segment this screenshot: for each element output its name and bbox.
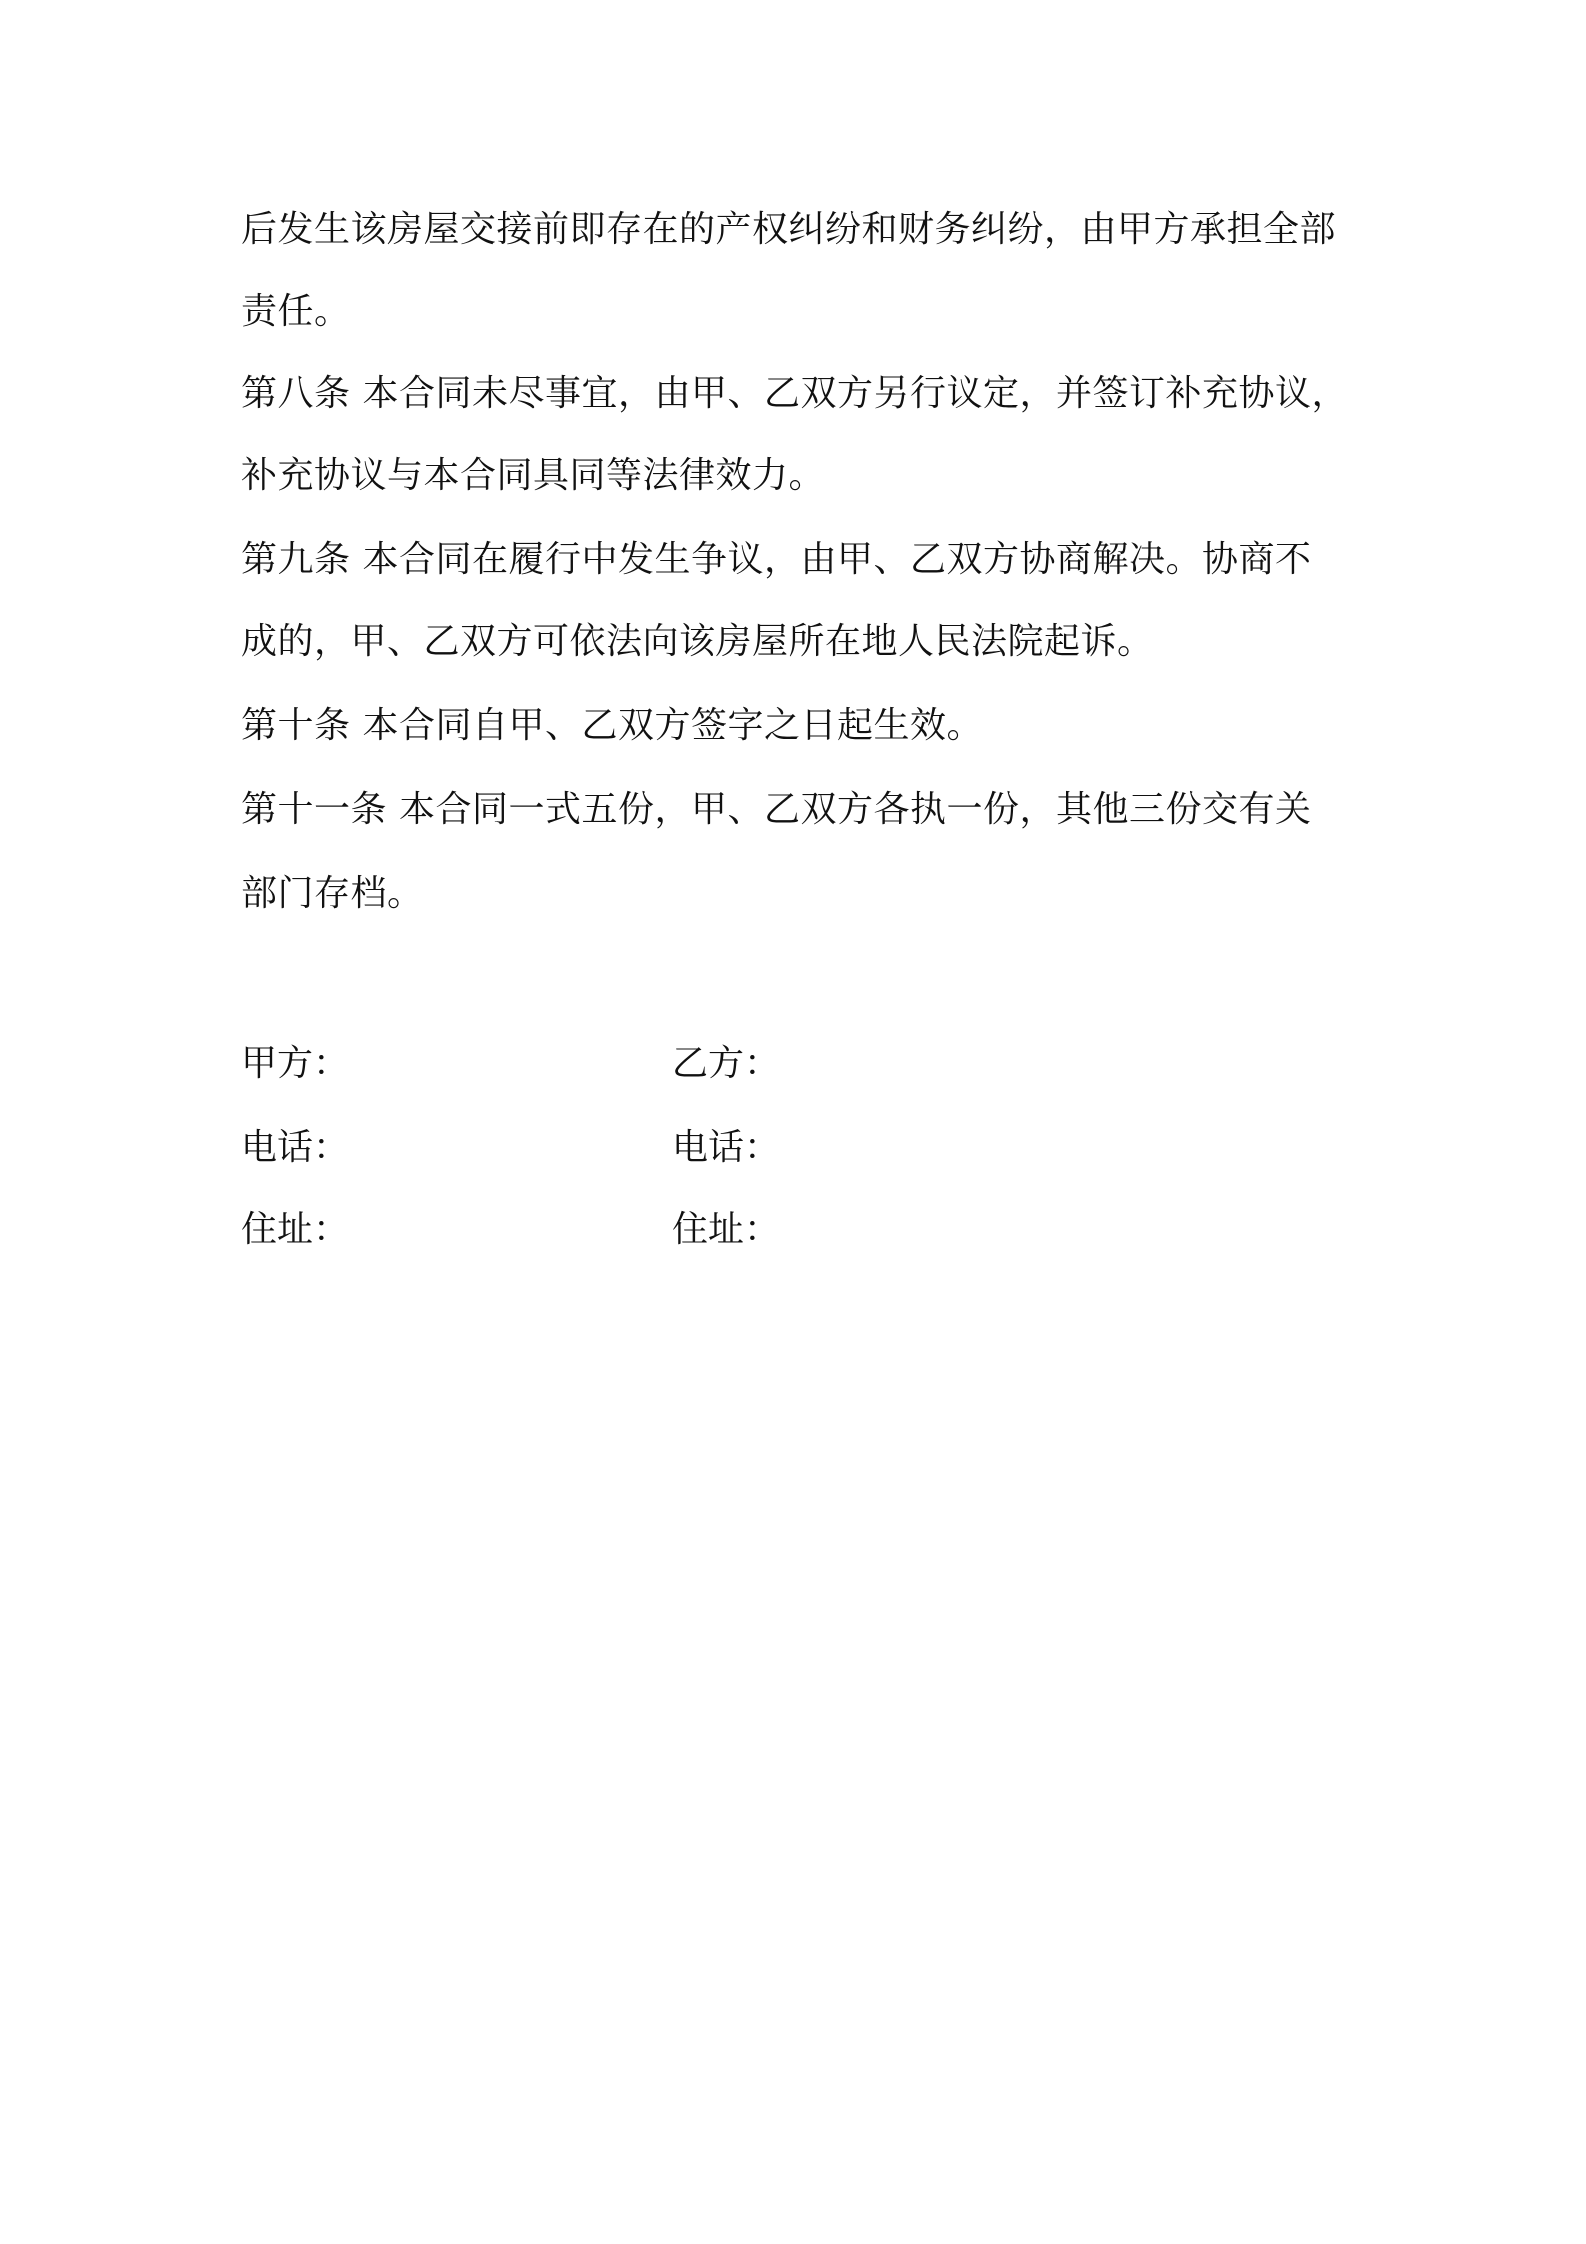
article-11-line-1: 第十一条 本合同一式五份，甲、乙双方各执一份，其他三份交有关	[241, 789, 1312, 830]
article-9-line-1: 第九条 本合同在履行中发生争议，由甲、乙双方协商解决。协商不	[241, 539, 1312, 580]
paragraph-line-2: 责任。	[241, 291, 351, 332]
article-11-line-2: 部门存档。	[241, 873, 424, 914]
party-b-phone-label: 电话：	[672, 1127, 781, 1168]
party-a-phone-label: 电话：	[241, 1127, 350, 1168]
party-b-name-label: 乙方：	[672, 1043, 781, 1084]
paragraph-line-1: 后发生该房屋交接前即存在的产权纠纷和财务纠纷，由甲方承担全部	[241, 209, 1337, 250]
article-10-line: 第十条 本合同自甲、乙双方签字之日起生效。	[241, 705, 983, 746]
party-a-name-label: 甲方：	[241, 1043, 350, 1084]
party-a-address-label: 住址：	[241, 1209, 350, 1250]
article-8-line-2: 补充协议与本合同具同等法律效力。	[241, 455, 826, 496]
article-9-line-2: 成的，甲、乙双方可依法向该房屋所在地人民法院起诉。	[241, 621, 1154, 662]
article-8-line-1: 第八条 本合同未尽事宜，由甲、乙双方另行议定，并签订补充协议，	[241, 373, 1348, 414]
party-b-address-label: 住址：	[672, 1209, 781, 1250]
